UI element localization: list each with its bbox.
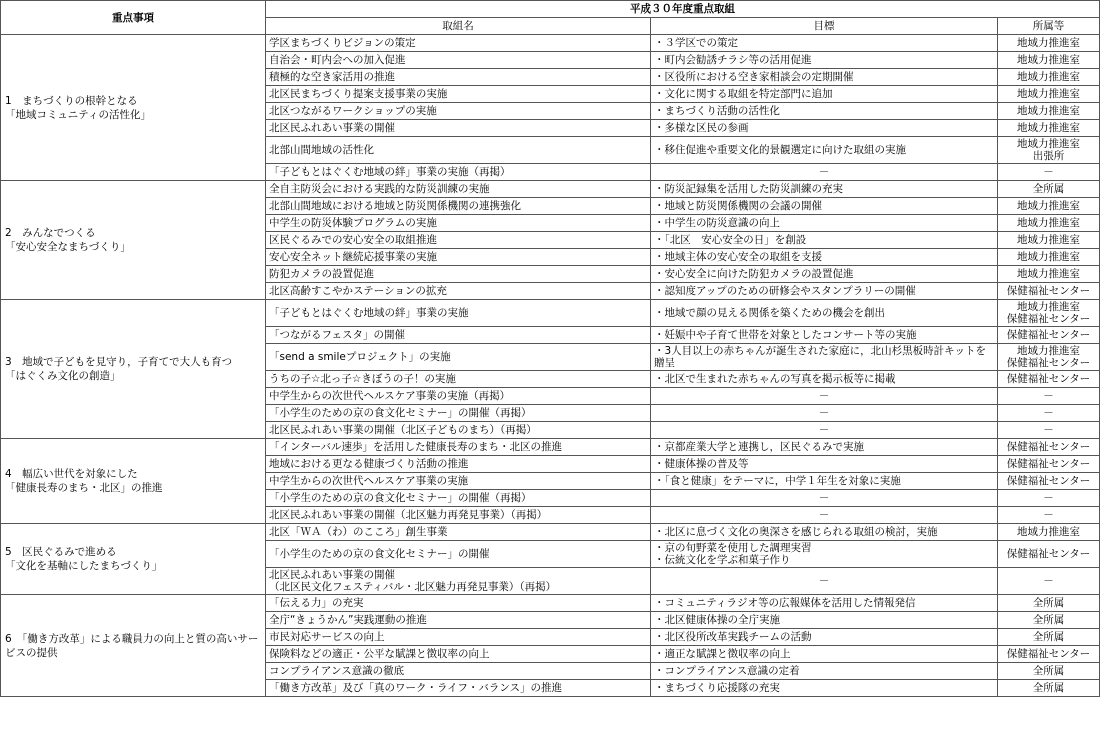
goal-cell: ・町内会勧誘チラシ等の活用促進 bbox=[651, 52, 998, 69]
department-cell: 地域力推進室 bbox=[998, 69, 1100, 86]
initiative-name-cell: 「働き方改革」及び「真のワーク・ライフ・バランス」の推進 bbox=[266, 680, 651, 697]
initiative-name-cell: 「子どもとはぐくむ地域の絆」事業の実施（再掲） bbox=[266, 164, 651, 181]
initiative-name-cell: 「つながるフェスタ」の開催 bbox=[266, 327, 651, 344]
goal-cell: ・まちづくり活動の活性化 bbox=[651, 103, 998, 120]
department-cell: － bbox=[998, 388, 1100, 405]
department-cell: 地域力推進室 bbox=[998, 266, 1100, 283]
goal-cell: ・北区役所改革実践チームの活動 bbox=[651, 629, 998, 646]
department-cell: － bbox=[998, 507, 1100, 524]
table-row bbox=[1, 300, 1100, 327]
initiative-name-cell: うちの子☆北っ子☆きぼうの子！の実施 bbox=[266, 371, 651, 388]
initiative-name-cell: 中学生からの次世代ヘルスケア事業の実施（再掲） bbox=[266, 388, 651, 405]
goal-cell: ・京都産業大学と連携し，区民ぐるみで実施 bbox=[651, 439, 998, 456]
initiative-name-cell: 北部山間地域の活性化 bbox=[266, 137, 651, 164]
initiative-name-cell: 区民ぐるみでの安心安全の取組推進 bbox=[266, 232, 651, 249]
goal-cell: － bbox=[651, 507, 998, 524]
initiative-name-cell: 北区民ふれあい事業の開催 （北区民文化フェスティバル・北区魅力再発見事業）（再掲） bbox=[266, 568, 651, 595]
department-cell: － bbox=[998, 568, 1100, 595]
department-cell: － bbox=[998, 490, 1100, 507]
goal-cell: ・「北区 安心安全の日」を創設 bbox=[651, 232, 998, 249]
initiative-name-cell: 地域における更なる健康づくり活動の推進 bbox=[266, 456, 651, 473]
initiative-name-cell: 「小学生のための京の食文化セミナー」の開催（再掲） bbox=[266, 490, 651, 507]
department-cell: 全所属 bbox=[998, 181, 1100, 198]
table-row bbox=[1, 35, 1100, 52]
department-cell: 保健福祉センター bbox=[998, 371, 1100, 388]
goal-cell: ・まちづくり応援隊の充実 bbox=[651, 680, 998, 697]
goal-cell: ・区役所における空き家相談会の定期開催 bbox=[651, 69, 998, 86]
initiative-name-cell: 保険料などの適正・公平な賦課と徴収率の向上 bbox=[266, 646, 651, 663]
department-cell: 保健福祉センター bbox=[998, 541, 1100, 568]
department-cell: 地域力推進室 出張所 bbox=[998, 137, 1100, 164]
goal-cell: ・安心安全に向けた防犯カメラの設置促進 bbox=[651, 266, 998, 283]
goal-cell: ・地域で顔の見える関係を築くための機会を創出 bbox=[651, 300, 998, 327]
goal-cell: － bbox=[651, 405, 998, 422]
department-cell: 地域力推進室 保健福祉センター bbox=[998, 344, 1100, 371]
department-cell: 地域力推進室 bbox=[998, 52, 1100, 69]
goal-cell: ・地域主体の安心安全の取組を支援 bbox=[651, 249, 998, 266]
department-cell: 全所属 bbox=[998, 663, 1100, 680]
goal-cell: ・妊娠中や子育て世帯を対象としたコンサート等の実施 bbox=[651, 327, 998, 344]
priority-item-5: 5 区民ぐるみで進める 「文化を基軸にしたまちづくり」 bbox=[1, 524, 266, 595]
table-row bbox=[1, 181, 1100, 198]
initiative-name-cell: 安心安全ネット継続応援事業の実施 bbox=[266, 249, 651, 266]
initiative-name-cell: コンプライアンス意識の徹底 bbox=[266, 663, 651, 680]
initiative-name-cell: 北区民ふれあい事業の開催 bbox=[266, 120, 651, 137]
initiative-name-cell: 積極的な空き家活用の推進 bbox=[266, 69, 651, 86]
fiscal-year-header: 平成３０年度重点取組 bbox=[266, 1, 1100, 18]
goal-header: 目標 bbox=[651, 18, 998, 35]
department-cell: 保健福祉センター bbox=[998, 439, 1100, 456]
goal-cell: ・3人目以上の赤ちゃんが誕生された家庭に，北山杉黒板時計キットを贈呈 bbox=[651, 344, 998, 371]
initiative-name-cell: 北区民ふれあい事業の開催（北区魅力再発見事業）（再掲） bbox=[266, 507, 651, 524]
department-header: 所属等 bbox=[998, 18, 1100, 35]
department-cell: 保健福祉センター bbox=[998, 473, 1100, 490]
department-cell: 保健福祉センター bbox=[998, 646, 1100, 663]
priority-item-6: 6 「働き方改革」による職員力の向上と質の高いサービスの提供 bbox=[1, 595, 266, 697]
initiative-name-cell: 学区まちづくりビジョンの策定 bbox=[266, 35, 651, 52]
goal-cell: ・北区健康体操の全庁実施 bbox=[651, 612, 998, 629]
goal-cell: ・京の旬野菜を使用した調理実習 ・伝統文化を学ぶ和菓子作り bbox=[651, 541, 998, 568]
goal-cell: ・健康体操の普及等 bbox=[651, 456, 998, 473]
initiative-name-cell: 中学生からの次世代ヘルスケア事業の実施 bbox=[266, 473, 651, 490]
initiative-name-cell: 全自主防災会における実践的な防災訓練の実施 bbox=[266, 181, 651, 198]
initiative-name-cell: 北区つながるワークショップの実施 bbox=[266, 103, 651, 120]
goal-cell: ・コミュニティラジオ等の広報媒体を活用した情報発信 bbox=[651, 595, 998, 612]
initiative-name-cell: 北区高齢すこやかステーションの拡充 bbox=[266, 283, 651, 300]
initiative-name-cell: 全庁“きょうかん”実践運動の推進 bbox=[266, 612, 651, 629]
goal-cell: ・移住促進や重要文化的景観選定に向けた取組の実施 bbox=[651, 137, 998, 164]
department-cell: 保健福祉センター bbox=[998, 456, 1100, 473]
department-cell: 全所属 bbox=[998, 612, 1100, 629]
department-cell: 地域力推進室 bbox=[998, 120, 1100, 137]
goal-cell: ・３学区での策定 bbox=[651, 35, 998, 52]
initiative-name-cell: 「小学生のための京の食文化セミナー」の開催 bbox=[266, 541, 651, 568]
initiative-name-cell: 北区民ふれあい事業の開催（北区子どものまち）（再掲） bbox=[266, 422, 651, 439]
initiative-name-cell: 「子どもとはぐくむ地域の絆」事業の実施 bbox=[266, 300, 651, 327]
goal-cell: － bbox=[651, 568, 998, 595]
goal-cell: － bbox=[651, 422, 998, 439]
priority-item-2: 2 みんなでつくる 「安心安全なまちづくり」 bbox=[1, 181, 266, 300]
goal-cell: ・文化に関する取組を特定部門に追加 bbox=[651, 86, 998, 103]
goal-cell: ・地域と防災関係機関の会議の開催 bbox=[651, 198, 998, 215]
department-cell: 地域力推進室 bbox=[998, 524, 1100, 541]
goal-cell: ・適正な賦課と徴収率の向上 bbox=[651, 646, 998, 663]
goal-cell: ・防災記録集を活用した防災訓練の充実 bbox=[651, 181, 998, 198]
goal-cell: － bbox=[651, 164, 998, 181]
table-body bbox=[1, 35, 1100, 697]
table-row bbox=[1, 595, 1100, 612]
initiative-name-cell: 「インターバル速歩」を活用した健康長寿のまち・北区の推進 bbox=[266, 439, 651, 456]
department-cell: － bbox=[998, 405, 1100, 422]
department-cell: 全所属 bbox=[998, 595, 1100, 612]
department-cell: 保健福祉センター bbox=[998, 283, 1100, 300]
priority-item-1: 1 まちづくりの根幹となる 「地域コミュニティの活性化」 bbox=[1, 35, 266, 181]
goal-cell: ・北区で生まれた赤ちゃんの写真を掲示板等に掲載 bbox=[651, 371, 998, 388]
table-row bbox=[1, 524, 1100, 541]
goal-cell: ・北区に息づく文化の奥深さを感じられる取組の検討，実施 bbox=[651, 524, 998, 541]
department-cell: 地域力推進室 bbox=[998, 103, 1100, 120]
goal-cell: ・多様な区民の参画 bbox=[651, 120, 998, 137]
initiative-name-cell: 防犯カメラの設置促進 bbox=[266, 266, 651, 283]
initiative-name-cell: 北部山間地域における地域と防災関係機関の連携強化 bbox=[266, 198, 651, 215]
department-cell: 全所属 bbox=[998, 680, 1100, 697]
initiative-name-cell: 「伝える力」の充実 bbox=[266, 595, 651, 612]
department-cell: 地域力推進室 bbox=[998, 86, 1100, 103]
initiative-name-header: 取組名 bbox=[266, 18, 651, 35]
initiative-name-cell: 「send a smileプロジェクト」の実施 bbox=[266, 344, 651, 371]
department-cell: 地域力推進室 bbox=[998, 232, 1100, 249]
initiative-name-cell: 北区民まちづくり提案支援事業の実施 bbox=[266, 86, 651, 103]
department-cell: 地域力推進室 bbox=[998, 35, 1100, 52]
priority-item-3: 3 地域で子どもを見守り，子育てで大人も育つ 「はぐくみ文化の創造」 bbox=[1, 300, 266, 439]
initiative-name-cell: 「小学生のための京の食文化セミナー」の開催（再掲） bbox=[266, 405, 651, 422]
goal-cell: ・コンプライアンス意識の定着 bbox=[651, 663, 998, 680]
goal-cell: ・「食と健康」をテーマに，中学１年生を対象に実施 bbox=[651, 473, 998, 490]
goal-cell: － bbox=[651, 490, 998, 507]
department-cell: 地域力推進室 保健福祉センター bbox=[998, 300, 1100, 327]
priority-header: 重点事項 bbox=[1, 1, 266, 35]
department-cell: 地域力推進室 bbox=[998, 215, 1100, 232]
goal-cell: ・認知度アップのための研修会やスタンプラリーの開催 bbox=[651, 283, 998, 300]
department-cell: 保健福祉センター bbox=[998, 327, 1100, 344]
priority-item-4: 4 幅広い世代を対象にした 「健康長寿のまち・北区」の推進 bbox=[1, 439, 266, 524]
goal-cell: ・中学生の防災意識の向上 bbox=[651, 215, 998, 232]
initiative-name-cell: 北区「ＷＡ（わ）のこころ」創生事業 bbox=[266, 524, 651, 541]
department-cell: － bbox=[998, 164, 1100, 181]
department-cell: 地域力推進室 bbox=[998, 198, 1100, 215]
initiative-name-cell: 市民対応サービスの向上 bbox=[266, 629, 651, 646]
goal-cell: － bbox=[651, 388, 998, 405]
initiative-name-cell: 自治会・町内会への加入促進 bbox=[266, 52, 651, 69]
initiative-name-cell: 中学生の防災体験プログラムの実施 bbox=[266, 215, 651, 232]
department-cell: 地域力推進室 bbox=[998, 249, 1100, 266]
table-row bbox=[1, 439, 1100, 456]
department-cell: 全所属 bbox=[998, 629, 1100, 646]
department-cell: － bbox=[998, 422, 1100, 439]
